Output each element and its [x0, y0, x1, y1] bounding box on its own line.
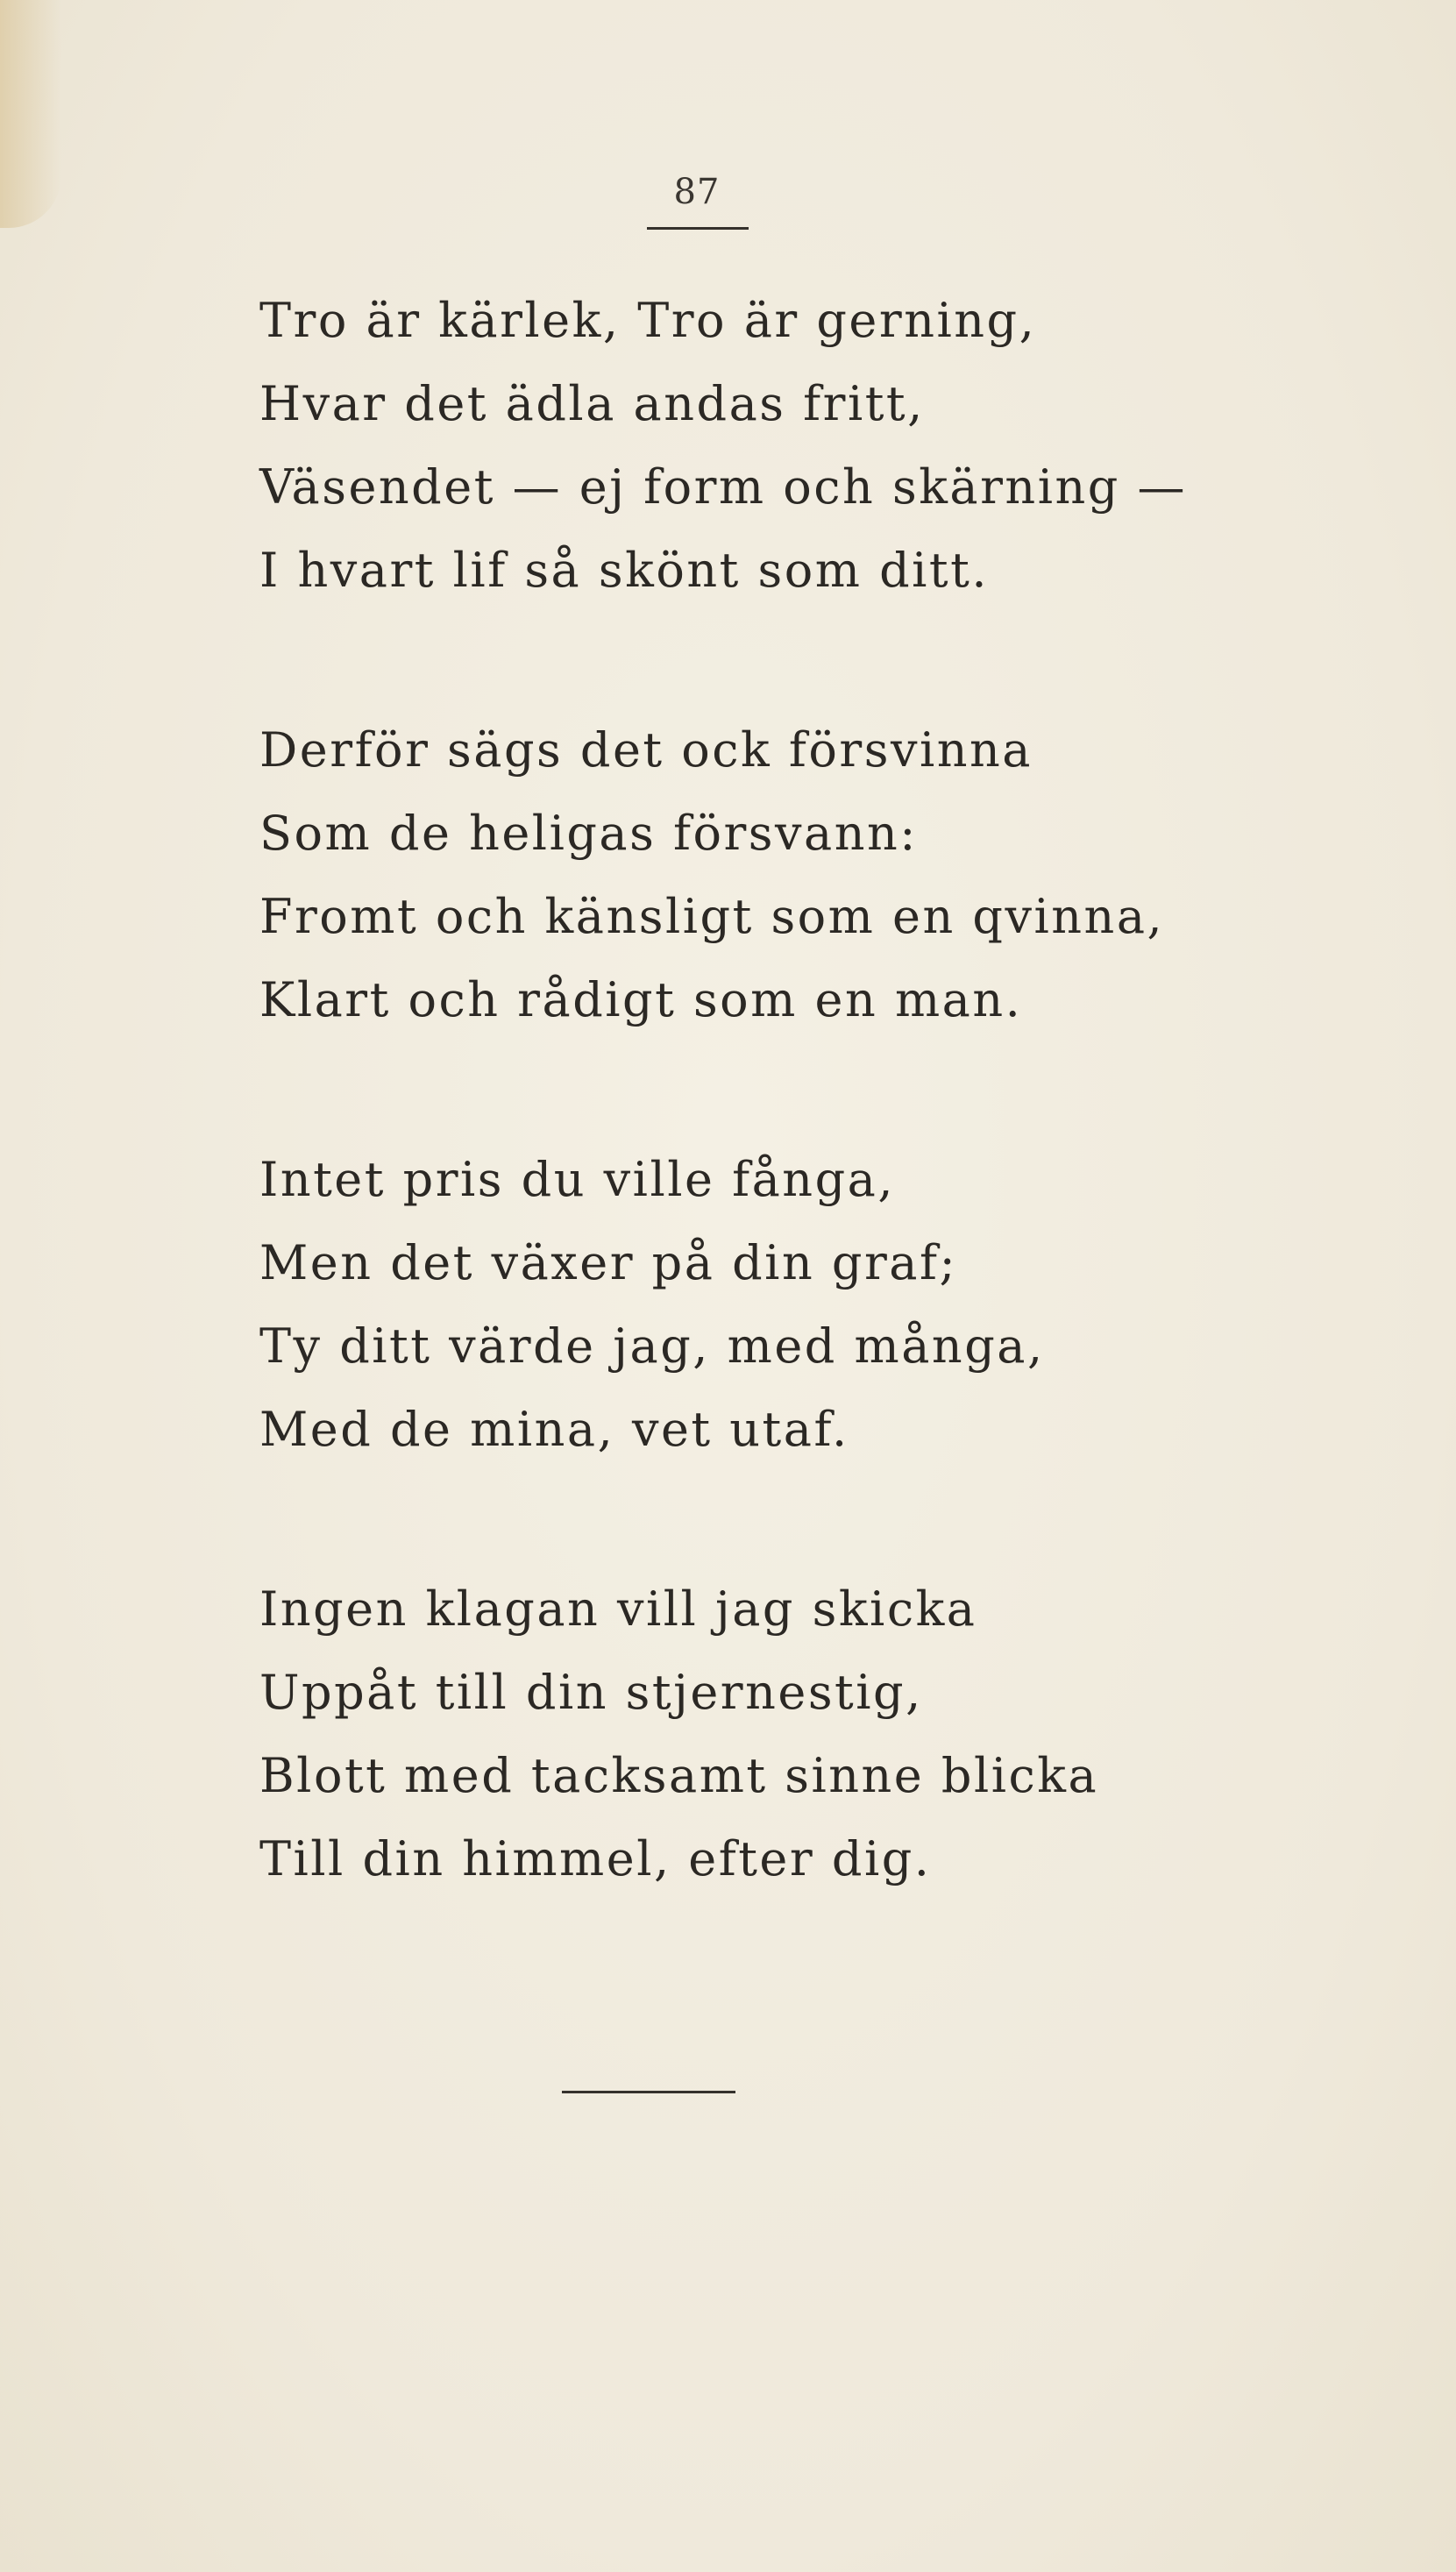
poem-line: I hvart lif så skönt som ditt. [259, 543, 990, 598]
poem-line: Ingen klagan vill jag skicka [259, 1581, 977, 1637]
poem-line: Klart och rådigt som en man. [259, 972, 1023, 1027]
poem-line: Tro är kärlek, Tro är gerning, [259, 293, 1037, 348]
poem-line: Som de heligas försvann: [259, 806, 918, 861]
page-edge-stain [0, 0, 61, 228]
poem-line: Väsendet — ej form och skärning — [259, 459, 1187, 515]
poem-line: Ty ditt värde jag, med många, [259, 1318, 1045, 1374]
poem-line: Till din himmel, efter dig. [259, 1831, 932, 1886]
poem-line: Hvar det ädla andas fritt, [259, 376, 925, 431]
poem-line: Derför sägs det ock försvinna [259, 722, 1033, 778]
poem [259, 279, 1224, 1997]
poem-line: Med de mina, vet utaf. [259, 1402, 849, 1457]
header-rule [647, 227, 749, 230]
poem-line: Blott med tacksamt sinne blicka [259, 1748, 1099, 1803]
page-number: 87 [673, 172, 721, 212]
poem-line: Fromt och känsligt som en qvinna, [259, 889, 1165, 944]
poem-line: Uppåt till din stjernestig, [259, 1665, 923, 1720]
stanza-1 [259, 279, 1224, 612]
end-rule [562, 2091, 735, 2093]
stanza-2 [259, 708, 1224, 1041]
poem-line: Intet pris du ville fånga, [259, 1152, 895, 1207]
poem-line: Men det växer på din graf; [259, 1235, 958, 1290]
stanza-4 [259, 1567, 1224, 1901]
stanza-3 [259, 1138, 1224, 1471]
